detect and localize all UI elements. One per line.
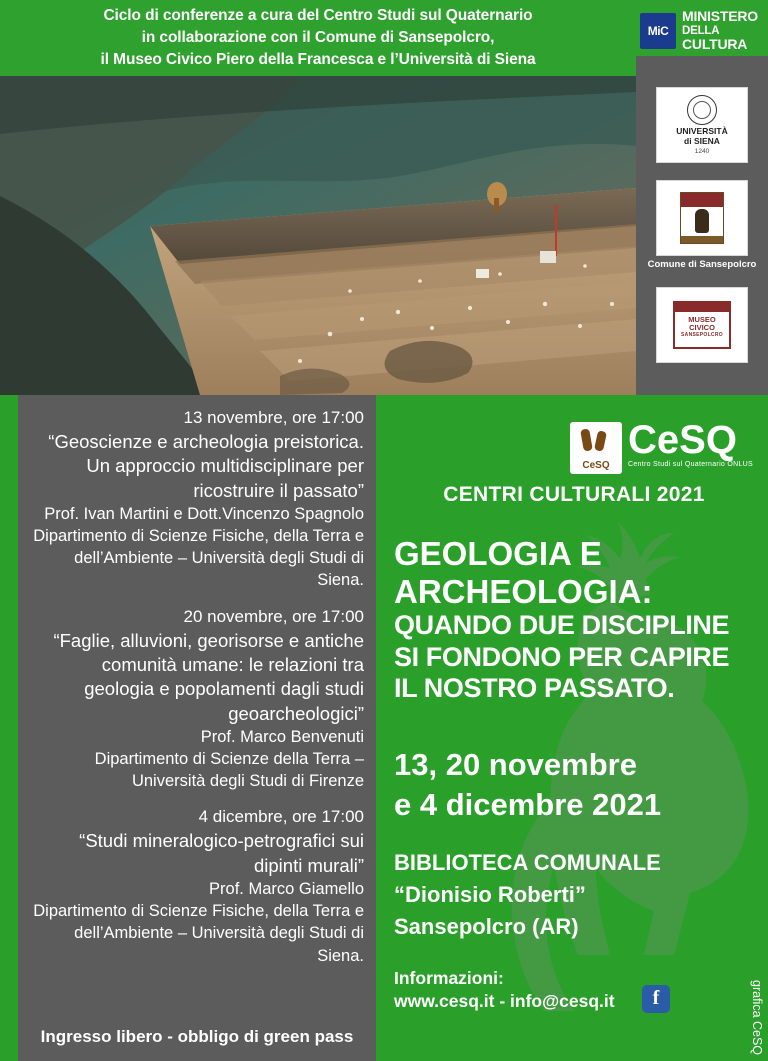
talk-speaker: Prof. Marco Benvenuti xyxy=(200,728,364,747)
cave-excavation-photo xyxy=(0,76,636,395)
main-title-line-4: SI FONDONO PER CAPIRE xyxy=(394,641,730,672)
talk-speaker: Prof. Marco Giamello xyxy=(209,880,364,899)
main-title-line-1: GEOLOGIA E xyxy=(394,535,602,572)
universita-line-1: UNIVERSITÀ xyxy=(676,125,728,136)
facebook-icon[interactable]: f xyxy=(642,985,670,1013)
header-line-2: in collaborazione con il Comune di Sansepolcro, xyxy=(141,29,495,46)
cesq-subtitle: Centro Studi sul Quaternario ONLUS xyxy=(628,461,753,468)
main-title-line-5: IL NOSTRO PASSATO. xyxy=(394,672,675,703)
talk-item xyxy=(30,806,364,966)
venue-block xyxy=(394,847,768,943)
talk-affiliation: Dipartimento di Scienze Fisiche, della Terra e dell’Ambiente – Università degli Studi di Siena. xyxy=(33,902,364,965)
comune-caption: Comune di Sansepolcro xyxy=(647,259,757,270)
photo-illustration xyxy=(0,76,636,395)
main-title-line-2: ARCHEOLOGIA: xyxy=(394,572,653,610)
talk-speaker: Prof. Ivan Martini e Dott.Vincenzo Spagnolo xyxy=(44,505,364,524)
venue-line-1: BIBLIOTECA COMUNALE xyxy=(394,850,661,875)
comune-sansepolcro-logo xyxy=(656,180,748,256)
talk-title: “Faglie, alluvioni, georisorse e antiche comunità umane: le relazioni tra geologia e popolamenti dagli studi geoarcheologici” xyxy=(53,629,364,724)
universita-line-2: di SIENA xyxy=(684,135,720,146)
header-line-3: il Museo Civico Piero della Francesca e l’Università di Siena xyxy=(100,51,536,68)
ministero-cultura-logo xyxy=(640,6,762,56)
dates-line-1: 13, 20 novembre xyxy=(394,747,637,782)
main-title xyxy=(394,535,768,704)
header-text-block xyxy=(0,5,636,71)
centri-culturali-label: CENTRI CULTURALI 2021 xyxy=(443,483,705,506)
cesq-mark-word: CeSQ xyxy=(582,460,610,471)
cesq-mark-icon xyxy=(570,422,622,474)
ministero-line-2: DELLA xyxy=(682,24,720,37)
museo-civico-logo xyxy=(656,287,748,363)
talk-title: “Geoscienze e archeologia preistorica. Un approccio multidisciplinare per ricostruire il passato” xyxy=(48,430,364,501)
talk-affiliation: Dipartimento di Scienze Fisiche, della Terra e dell’Ambiente – Università degli Studi di Siena. xyxy=(33,527,364,590)
partner-logos-column xyxy=(636,56,768,395)
dates-line-2: e 4 dicembre 2021 xyxy=(394,786,662,822)
info-block xyxy=(394,967,768,1013)
comune-crest-icon xyxy=(680,192,724,244)
talk-date: 20 novembre, ore 17:00 xyxy=(183,606,364,626)
graphics-credit: grafica CeSQ xyxy=(750,979,764,1055)
talk-date: 13 novembre, ore 17:00 xyxy=(183,408,364,427)
universita-year: 1240 xyxy=(694,148,710,156)
event-dates xyxy=(394,745,768,824)
talk-date: 4 dicembre, ore 17:00 xyxy=(198,807,364,827)
free-entry-note: Ingresso libero - obbligo di green pass xyxy=(40,1027,354,1046)
cesq-wordmark: CeSQ xyxy=(628,418,737,462)
info-contacts[interactable]: www.cesq.it - info@cesq.it xyxy=(394,991,615,1012)
ministero-wordmark xyxy=(682,9,758,53)
mic-mark-icon: MiC xyxy=(640,13,676,49)
info-label: Informazioni: xyxy=(394,968,504,988)
museo-line-1: MUSEO CIVICO xyxy=(688,315,716,333)
talk-item xyxy=(30,407,364,592)
talk-title: “Studi mineralogico-petrografici sui dipinti murali” xyxy=(79,830,364,876)
talk-affiliation: Dipartimento di Scienze della Terra – Università degli Studi di Firenze xyxy=(94,750,364,791)
header-line-1: Ciclo di conferenze a cura del Centro Studi sul Quaternario xyxy=(103,7,533,24)
university-seal-icon xyxy=(687,95,717,125)
main-content xyxy=(380,395,768,1061)
ministero-line-1: MINISTERO xyxy=(682,7,758,24)
museo-civico-icon xyxy=(673,301,731,349)
main-title-line-3: QUANDO DUE DISCIPLINE xyxy=(394,610,730,641)
venue-line-2: “Dionisio Roberti” xyxy=(394,881,586,907)
program-panel xyxy=(18,395,376,1061)
cesq-logo xyxy=(570,420,768,478)
ministero-line-3: CULTURA xyxy=(682,36,748,53)
talk-item xyxy=(30,606,364,793)
museo-line-2: SANSEPOLCRO xyxy=(681,331,723,338)
cesq-wordmark-block xyxy=(628,420,753,468)
venue-line-3: Sansepolcro (AR) xyxy=(394,913,579,939)
universita-siena-logo xyxy=(656,87,748,163)
